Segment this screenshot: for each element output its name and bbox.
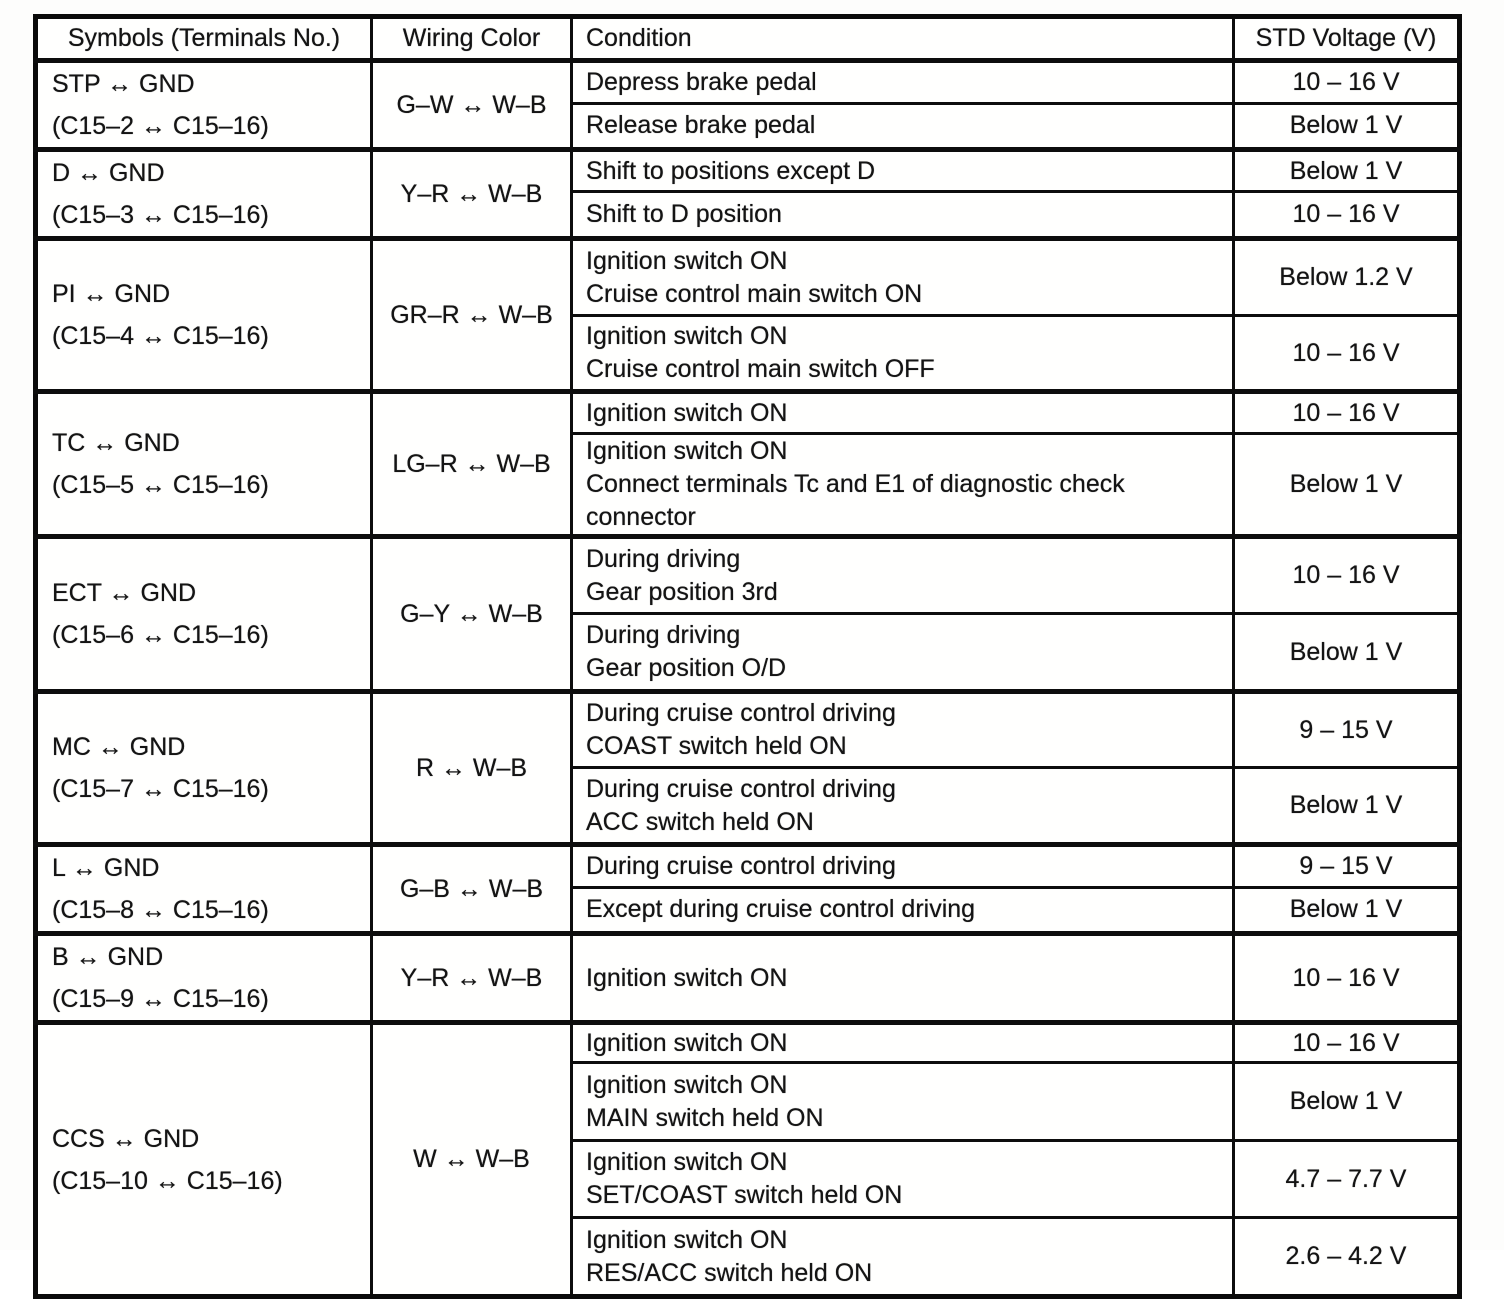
- wiring-color-cell: G–Y ↔ W–B: [372, 537, 572, 692]
- condition-line: During cruise control driving: [586, 699, 896, 727]
- table-row: [36, 692, 1460, 768]
- symbol-label: L ↔ GND: [52, 854, 160, 882]
- symbol-label: TC ↔ GND: [52, 429, 180, 457]
- terminals-label: (C15–7 ↔ C15–16): [52, 775, 269, 803]
- std-voltage-table: [33, 14, 1462, 1299]
- voltage-cell: Below 1 V: [1234, 103, 1460, 149]
- condition-cell: [572, 392, 1234, 434]
- symbol-label: STP ↔ GND: [52, 70, 195, 98]
- voltage-cell: 2.6 – 4.2 V: [1234, 1218, 1460, 1297]
- voltage-cell: 10 – 16 V: [1234, 1023, 1460, 1063]
- condition-line: SET/COAST switch held ON: [586, 1181, 903, 1209]
- condition-cell: [572, 1218, 1234, 1297]
- table-row: [36, 845, 1460, 888]
- condition-cell: [572, 316, 1234, 392]
- symbol-label: CCS ↔ GND: [52, 1124, 200, 1153]
- symbol-label: D ↔ GND: [52, 159, 165, 187]
- condition-cell: [572, 614, 1234, 692]
- voltage-cell: Below 1.2 V: [1234, 239, 1460, 316]
- voltage-cell: Below 1 V: [1234, 768, 1460, 845]
- condition-line: During driving: [586, 544, 741, 573]
- condition-cell: [572, 150, 1234, 192]
- condition-cell: [572, 1023, 1234, 1063]
- voltage-cell: 9 – 15 V: [1234, 845, 1460, 888]
- terminals-label: (C15–4 ↔ C15–16): [52, 322, 269, 350]
- column-header-wiring-color: Wiring Color: [372, 17, 572, 61]
- voltage-cell: Below 1 V: [1234, 887, 1460, 933]
- condition-line: Gear position 3rd: [586, 577, 778, 606]
- condition-line: During cruise control driving: [586, 851, 896, 880]
- condition-line: COAST switch held ON: [586, 732, 847, 760]
- condition-line: During cruise control driving: [586, 774, 896, 803]
- wiring-color-cell: Y–R ↔ W–B: [372, 150, 572, 239]
- column-header-symbols: Symbols (Terminals No.): [36, 17, 372, 61]
- condition-line: Shift to D position: [586, 200, 782, 229]
- table-row: [36, 239, 1460, 316]
- wiring-color-cell: R ↔ W–B: [372, 692, 572, 845]
- condition-line: Connect terminals Tc and E1 of diagnostic check connector: [586, 470, 1125, 531]
- symbol-cell-ect: [36, 537, 372, 692]
- voltage-cell: 10 – 16 V: [1234, 192, 1460, 239]
- condition-cell: [572, 768, 1234, 845]
- condition-cell: [572, 434, 1234, 537]
- condition-line: Ignition switch ON: [586, 322, 788, 350]
- condition-cell: [572, 1141, 1234, 1218]
- voltage-cell: 4.7 – 7.7 V: [1234, 1141, 1460, 1218]
- condition-line: Release brake pedal: [586, 111, 816, 140]
- condition-cell: [572, 192, 1234, 239]
- symbol-cell-mc: [36, 692, 372, 845]
- voltage-cell: 10 – 16 V: [1234, 537, 1460, 614]
- condition-line: Ignition switch ON: [586, 1028, 788, 1057]
- table-row: [36, 150, 1460, 192]
- condition-line: Gear position O/D: [586, 654, 787, 682]
- terminals-label: (C15–3 ↔ C15–16): [52, 201, 269, 229]
- condition-line: Except during cruise control driving: [586, 895, 976, 924]
- wiring-color-cell: W ↔ W–B: [372, 1023, 572, 1297]
- column-header-condition: Condition: [572, 17, 1234, 61]
- condition-line: Ignition switch ON: [586, 1070, 788, 1099]
- wiring-color-cell: GR–R ↔ W–B: [372, 239, 572, 392]
- terminals-label: (C15–9 ↔ C15–16): [52, 985, 269, 1013]
- table-row: [36, 392, 1460, 434]
- condition-line: During driving: [586, 621, 741, 649]
- terminals-label: (C15–5 ↔ C15–16): [52, 471, 269, 499]
- voltage-cell: Below 1 V: [1234, 614, 1460, 692]
- symbol-cell-d: [36, 150, 372, 239]
- voltage-cell: 10 – 16 V: [1234, 316, 1460, 392]
- symbol-cell-stp: [36, 61, 372, 150]
- table-row: [36, 61, 1460, 104]
- wiring-color-cell: LG–R ↔ W–B: [372, 392, 572, 537]
- table-row: [36, 934, 1460, 1023]
- condition-line: Ignition switch ON: [586, 246, 788, 275]
- voltage-cell: 9 – 15 V: [1234, 692, 1460, 768]
- condition-line: Depress brake pedal: [586, 67, 817, 96]
- symbol-cell-l: [36, 845, 372, 934]
- condition-cell: [572, 692, 1234, 768]
- table-row: [36, 1023, 1460, 1063]
- wiring-color-cell: Y–R ↔ W–B: [372, 934, 572, 1023]
- condition-cell: [572, 103, 1234, 149]
- condition-cell: [572, 845, 1234, 888]
- symbol-cell-b: [36, 934, 372, 1023]
- symbol-label: ECT ↔ GND: [52, 579, 196, 607]
- condition-line: Cruise control main switch OFF: [586, 355, 935, 383]
- condition-line: RES/ACC switch held ON: [586, 1258, 873, 1287]
- symbol-cell-tc: [36, 392, 372, 537]
- condition-line: Shift to positions except D: [586, 156, 876, 185]
- wiring-color-cell: G–B ↔ W–B: [372, 845, 572, 934]
- condition-cell: [572, 1063, 1234, 1141]
- condition-line: MAIN switch held ON: [586, 1103, 824, 1132]
- condition-cell: [572, 61, 1234, 104]
- header-row: [36, 17, 1460, 61]
- voltage-cell: 10 – 16 V: [1234, 392, 1460, 434]
- symbol-cell-ccs: [36, 1023, 372, 1297]
- condition-line: Ignition switch ON: [586, 437, 788, 465]
- terminals-label: (C15–2 ↔ C15–16): [52, 112, 269, 140]
- condition-line: Ignition switch ON: [586, 963, 788, 992]
- voltage-cell: Below 1 V: [1234, 1063, 1460, 1141]
- condition-line: Ignition switch ON: [586, 1148, 788, 1176]
- voltage-cell: 10 – 16 V: [1234, 61, 1460, 104]
- condition-cell: [572, 934, 1234, 1023]
- column-header-std-voltage: STD Voltage (V): [1234, 17, 1460, 61]
- voltage-cell: Below 1 V: [1234, 150, 1460, 192]
- voltage-cell: 10 – 16 V: [1234, 934, 1460, 1023]
- condition-line: ACC switch held ON: [586, 807, 814, 836]
- symbol-label: PI ↔ GND: [52, 280, 171, 308]
- symbol-cell-pi: [36, 239, 372, 392]
- condition-line: Ignition switch ON: [586, 398, 788, 427]
- table-row: [36, 537, 1460, 614]
- wiring-color-cell: G–W ↔ W–B: [372, 61, 572, 150]
- terminals-label: (C15–8 ↔ C15–16): [52, 896, 269, 924]
- symbol-label: B ↔ GND: [52, 943, 164, 971]
- condition-cell: [572, 887, 1234, 933]
- condition-cell: [572, 239, 1234, 316]
- symbol-label: MC ↔ GND: [52, 733, 186, 761]
- voltage-cell: Below 1 V: [1234, 434, 1460, 537]
- terminals-label: (C15–10 ↔ C15–16): [52, 1166, 283, 1195]
- condition-cell: [572, 537, 1234, 614]
- terminals-label: (C15–6 ↔ C15–16): [52, 621, 269, 649]
- condition-line: Ignition switch ON: [586, 1225, 788, 1254]
- condition-line: Cruise control main switch ON: [586, 279, 923, 308]
